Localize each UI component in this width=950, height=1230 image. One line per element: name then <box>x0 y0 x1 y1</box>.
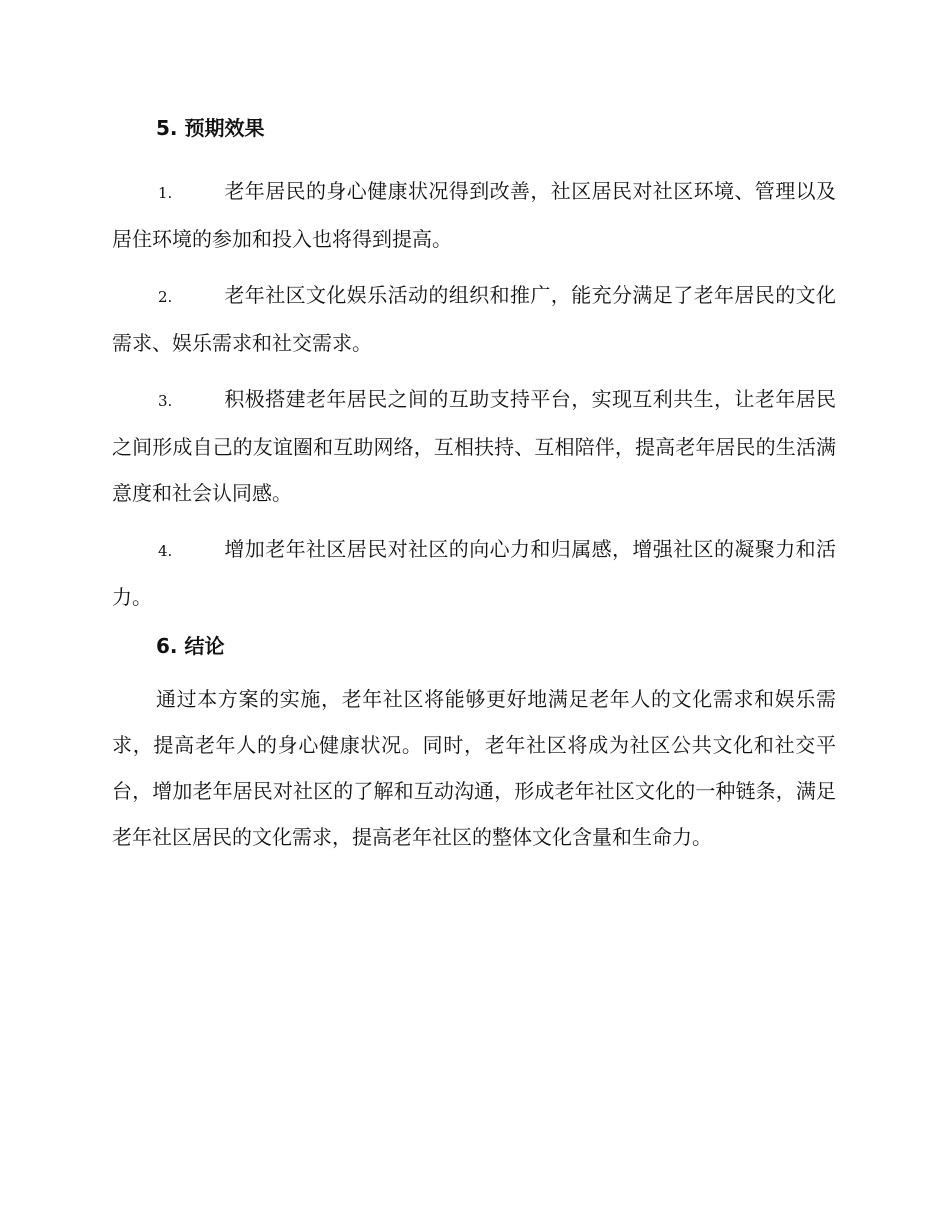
list-item-text: 老年居民的身心健康状况得到改善，社区居民对社区环境、管理以及居住环境的参加和投入也将得到提高。 <box>112 179 836 251</box>
section-heading-conclusion: 6. 结论 <box>156 634 225 658</box>
document-page <box>112 112 836 860</box>
list-item-text: 增加老年社区居民对社区的向心力和归属感，增强社区的凝聚力和活力。 <box>112 537 836 609</box>
list-item-number: 2. <box>158 288 173 306</box>
list-item <box>112 168 836 262</box>
list-item <box>112 526 836 620</box>
conclusion-paragraph: 通过本方案的实施，老年社区将能够更好地满足老年人的文化需求和娱乐需求，提高老年人的身心健康状况。同时，老年社区将成为社区公共文化和社交平台，增加老年居民对社区的了解和互动沟通，形成老年社区文化的一种链条，满足老年社区居民的文化需求，提高老年社区的整体文化含量和生命力。 <box>112 687 836 849</box>
list-item-number: 4. <box>158 542 173 560</box>
list-item-text: 积极搭建老年居民之间的互助支持平台，实现互利共生，让老年居民之间形成自己的友谊圈和互助网络，互相扶持、互相陪伴，提高老年居民的生活满意度和社会认同感。 <box>112 387 836 505</box>
section-heading-expected-effects: 5. 预期效果 <box>156 116 265 140</box>
list-item-number: 1. <box>158 184 173 202</box>
list-item <box>112 272 836 366</box>
list-item <box>112 376 836 516</box>
list-item-number: 3. <box>158 392 173 410</box>
list-item-text: 老年社区文化娱乐活动的组织和推广，能充分满足了老年居民的文化需求、娱乐需求和社交需求。 <box>112 283 836 355</box>
